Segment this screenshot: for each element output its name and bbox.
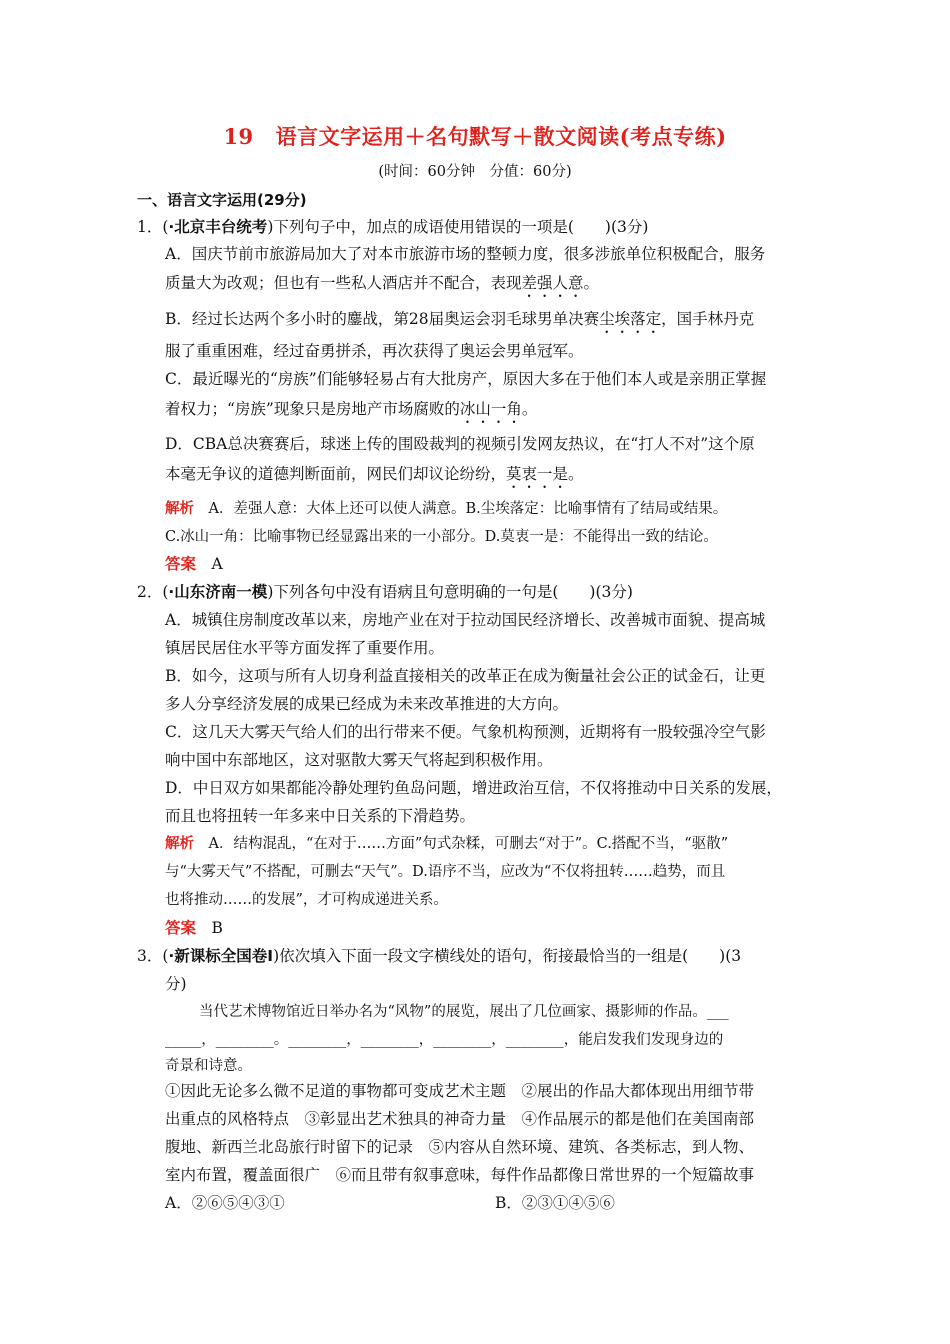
q1-option-b-line1 — [165, 308, 754, 337]
page-title — [0, 121, 950, 151]
question-source: ·新课标全国卷Ⅰ — [168, 947, 274, 965]
q1-answer — [165, 553, 223, 575]
section-heading: 一、语言文字运用(29分) — [137, 191, 307, 209]
dotted-idiom: 差强人意 — [521, 274, 584, 292]
question-number: 2．( — [137, 583, 169, 601]
question-text: )依次填入下面一段文字横线处的语句，衔接最恰当的一组是( )(3 — [273, 947, 742, 965]
title-text: 语言文字运用＋名句默写＋散文阅读(考点专练) — [275, 124, 727, 149]
q2-option-d-line1: D．中日双方如果都能冷静处理钓鱼岛问题，增进政治互信，不仅将推动中日关系的发展， — [165, 779, 782, 797]
dotted-idiom: 冰山一角 — [459, 400, 522, 418]
q1-option-a-line1: A．国庆节前市旅游局加大了对本市旅游市场的整顿力度，很多涉旅单位积极配合，服务 — [165, 245, 766, 263]
text: 着权力；“房族”现象只是房地产市场腐败的 — [165, 400, 460, 418]
q2-option-b-line1: B．如今，这项与所有人切身利益直接相关的改革正在成为衡量社会公正的试金石，让更 — [165, 667, 766, 685]
q3-choice-b: B．②③①④⑤⑥ — [495, 1194, 615, 1212]
dotted-idiom: 莫衷一是 — [506, 465, 569, 483]
q1-option-d-line1: D．CBA总决赛赛后，球迷上传的围殴裁判的视频引发网友热议，在“打人不对”这个原 — [165, 435, 755, 453]
text: 本毫无争议的道德判断面前，网民们却议论纷纷， — [165, 465, 507, 483]
q2-option-c-line2: 响中国中东部地区，这对驱散大雾天气将起到积极作用。 — [165, 751, 553, 769]
q2-option-a-line1: A．城镇住房制度改革以来，房地产业在对于拉动国民经济增长、改善城市面貌、提高城 — [165, 611, 766, 629]
q2-option-d-line2: 而且也将扭转一年多来中日关系的下滑趋势。 — [165, 807, 476, 825]
q3-choice-a: A．②⑥⑤④③① — [165, 1194, 285, 1212]
text: B．经过长达两个多小时的鏖战，第28届奥运会羽毛球男单决赛 — [165, 310, 600, 328]
question-number: 1．( — [137, 218, 169, 236]
q2-option-a-line2: 镇居民居住水平等方面发挥了重要作用。 — [165, 639, 445, 657]
question-text: )下列句子中，加点的成语使用错误的一项是( )(3分) — [267, 218, 649, 236]
q2-option-c-line1: C．这几天大雾天气给人们的出行带来不便。气象机构预测，近期将有一股较强冷空气影 — [165, 723, 766, 741]
q3-statements-line2: 出重点的风格特点 ③彰显出艺术独具的神奇力量 ④作品展示的都是他们在美国南部 — [165, 1110, 755, 1128]
q2-analysis-line2: 与“大雾天气”不搭配，可删去“天气”。D.语序不当，应改为“不仅将扭转……趋势，而且 — [165, 864, 726, 880]
q2-answer — [165, 917, 223, 939]
title-number: 19 — [223, 124, 254, 149]
q1-option-b-line2: 服了重重困难，经过奋勇拼杀，再次获得了奥运会男单冠军。 — [165, 342, 584, 360]
q3-statements-line3: 腹地、新西兰北岛旅行时留下的记录 ⑤内容从自然环境、建筑、各类标志，到人物、 — [165, 1138, 755, 1156]
q1-option-a-line2 — [165, 272, 599, 301]
text: 。 — [521, 400, 538, 418]
question-number: 3．( — [137, 947, 169, 965]
q1-option-c-line1: C．最近曝光的“房族”们能够轻易占有大批房产，原因大多在于他们本人或是亲朋正掌握 — [165, 370, 767, 388]
text: ，国手林丹克 — [661, 310, 755, 328]
text: 。 — [583, 274, 600, 292]
q3-passage-line2: _____，________。________，________，________，________，能启发我们发现身边的 — [165, 1032, 724, 1048]
q3-statements-line1: ①因此无论多么微不足道的事物都可变成艺术主题 ②展出的作品大都体现出用细节带 — [165, 1082, 755, 1100]
text: 质量大为改观；但也有一些私人酒店并不配合，表现 — [165, 274, 522, 292]
dotted-idiom: 尘埃落定 — [599, 310, 662, 328]
answer-label: 答案 — [165, 919, 197, 937]
question-1-stem — [137, 216, 648, 238]
question-3-stem-cont: 分) — [165, 975, 187, 993]
question-source: ·北京丰台统考 — [168, 218, 268, 236]
analysis-label: 解析 — [165, 836, 194, 852]
page-subtitle: (时间：60分钟 分值：60分) — [378, 164, 572, 180]
q1-option-c-line2 — [165, 398, 537, 427]
question-text: )下列各句中没有语病且句意明确的一句是( )(3分) — [267, 583, 633, 601]
q2-analysis-line3: 也将推动……的发展”，才可构成递进关系。 — [165, 892, 448, 908]
q1-option-d-line2 — [165, 463, 584, 492]
question-3-stem — [137, 945, 741, 967]
answer-label: 答案 — [165, 555, 197, 573]
question-2-stem — [137, 581, 633, 603]
q1-analysis-line1 — [165, 498, 727, 520]
text: 。 — [568, 465, 584, 483]
q3-passage-line3: 奇景和诗意。 — [165, 1058, 252, 1074]
answer-value: B — [211, 919, 223, 937]
q2-option-b-line2: 多人分享经济发展的成果已经成为未来改革推进的大方向。 — [165, 695, 569, 713]
question-source: ·山东济南一模 — [168, 583, 268, 601]
q3-statements-line4: 室内布置，覆盖面很广 ⑥而且带有叙事意味，每件作品都像日常世界的一个短篇故事 — [165, 1166, 755, 1184]
analysis-text: A．结构混乱，“在对于……方面”句式杂糅，可删去“对于”。C.搭配不当，“驱散” — [208, 836, 729, 852]
q3-passage-line1: 当代艺术博物馆近日举办名为“风物”的展览，展出了几位画家、摄影师的作品。___ — [199, 1004, 729, 1020]
q1-analysis-line2: C.冰山一角：比喻事物已经显露出来的一小部分。D.莫衷一是：不能得出一致的结论。 — [165, 529, 718, 545]
answer-value: A — [211, 555, 223, 573]
analysis-label: 解析 — [165, 501, 194, 517]
q2-analysis-line1 — [165, 833, 728, 855]
analysis-text: A．差强人意：大体上还可以使人满意。B.尘埃落定：比喻事情有了结局或结果。 — [208, 501, 728, 517]
